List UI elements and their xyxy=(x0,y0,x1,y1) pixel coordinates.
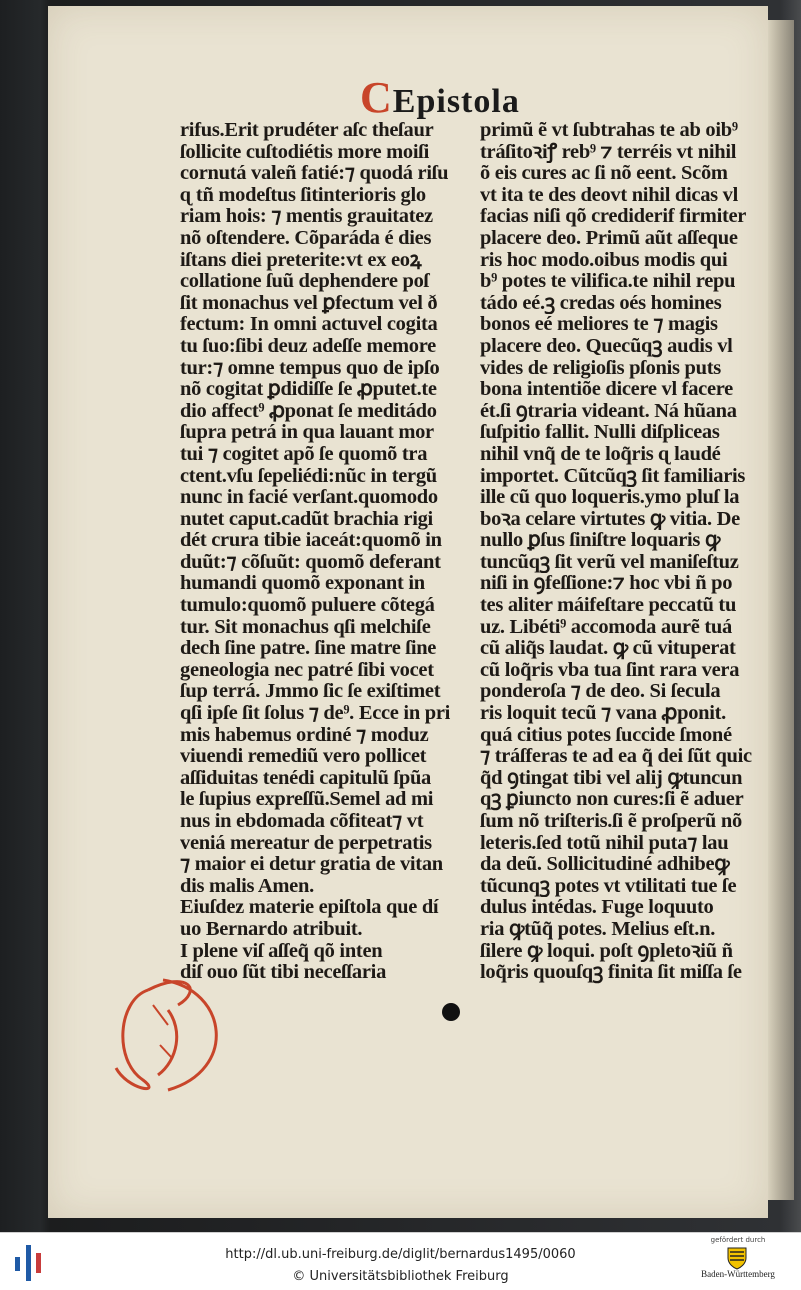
text-line: ſit monachus vel ꝑfectum vel ð xyxy=(180,292,438,314)
coat-of-arms-icon xyxy=(726,1246,748,1270)
text-line: quá citius potes ſuccide ſmoné xyxy=(480,724,732,746)
text-line: iſtans diei preterite:vt ex eoꝝ xyxy=(180,249,422,271)
text-line: ét.ſi ꝯtraria videant. Ná hũana xyxy=(480,400,737,422)
text-line: ſilere ꝙ loqui. poſt ꝯpletoꝛiũ ñ xyxy=(480,940,733,962)
text-line: ris hoc modo.oibus modis qui xyxy=(480,249,728,271)
text-line: tumulo:quomõ puluere cõtegá xyxy=(180,595,435,617)
text-line: tu ſuo:ſibi deuz adeſſe memore xyxy=(180,335,436,357)
text-line: tes aliter máifeſtare peccatũ tu xyxy=(480,595,737,617)
text-line: placere deo. Quecũqꝫ audis vl xyxy=(480,335,733,357)
text-line: cornutá valeñ fatié:⁊ quodá riſu xyxy=(180,163,449,185)
text-line: aſſiduitas tenédi capitulũ ſpũa xyxy=(180,767,432,789)
text-line: facias niſi qõ crediderif firmiter xyxy=(480,206,747,228)
text-line: placere deo. Primũ aũt aſſeque xyxy=(480,227,738,249)
text-line: qſi ipſe ſit ſolus ⁊ de⁹. Ecce in pri xyxy=(180,703,451,725)
text-line: b⁹ potes te vilifica.te nihil repu xyxy=(480,271,736,293)
text-line: ſollicite cuſtodiétis more moiſi xyxy=(180,141,430,163)
text-line: viuendi remediũ vero pollicet xyxy=(180,746,427,768)
text-line: nutet caput.cadũt brachia rigi xyxy=(180,508,433,530)
text-column-right xyxy=(480,120,770,984)
running-header xyxy=(360,72,520,123)
text-line: dulus intédas. Fuge loquuto xyxy=(480,897,714,919)
text-line: ille cũ quo loqueris.ymo pluſ la xyxy=(480,487,740,509)
text-line: niſi in ꝯfeſſione:⁊ hoc vbi ñ po xyxy=(480,573,733,595)
text-line: ctent.vſu ſepeliédi:nũc in tergũ xyxy=(180,465,437,487)
text-line: cũ aliq̃s laudat. ꝙ cũ vituperat xyxy=(480,638,736,660)
text-line: diſ ouo ſũt tibi neceſſaria xyxy=(180,962,387,984)
text-line: ⁊ maior ei detur gratia de vitan xyxy=(180,854,443,876)
text-line: ſum nõ triſteris.ſi ẽ proſperũ nõ xyxy=(480,811,742,832)
header-title: Epistola xyxy=(392,83,520,120)
ink-blot xyxy=(442,1003,460,1021)
text-line: nõ oſtendere. Cõparáda é dies xyxy=(180,227,432,249)
text-line: dech ſine patre. ſine matre ſine xyxy=(180,638,437,660)
text-line: dis malis Amen. xyxy=(180,875,314,897)
text-line: ſupra petrá in qua lauant mor xyxy=(180,422,434,444)
text-line: nullo ꝑſus ſiniſtre loquaris ꝙ xyxy=(480,530,721,552)
text-line: ſuſpitio fallit. Nulli diſpliceas xyxy=(480,422,720,444)
text-line: leteris.ſed totũ nihil puta⁊ lau xyxy=(480,832,729,854)
text-line: dio affect⁹ ꝓponat ſe meditádo xyxy=(180,400,437,422)
text-line: tádo eé.ꝫ credas oés homines xyxy=(480,292,722,314)
text-line: I plene viſ aſſeq̃ qõ inten xyxy=(180,940,383,962)
text-line: qꝫ ꝑiuncto non cures:ſi ẽ aduer xyxy=(480,789,744,811)
text-line: q̃d ꝯtingat tibi vel alij ꝙtuncun xyxy=(480,767,743,789)
text-line: importet. Cũtcũqꝫ ſit familiaris xyxy=(480,465,746,487)
text-line: nihil vnq̃ de te loq̃ris ɋ laudé xyxy=(480,443,721,465)
text-line: nus in ebdomada cõfiteat⁊ vt xyxy=(180,811,424,832)
decorated-initial-red xyxy=(108,950,248,1100)
text-line: nunc in facié verſant.quomodo xyxy=(180,487,438,509)
text-line: ɋ tñ modeſtus ſitinterioris glo xyxy=(180,184,426,206)
text-line: riam hois: ⁊ mentis grauitatez xyxy=(180,206,433,228)
text-line: tur:⁊ omne tempus quo de ipſo xyxy=(180,357,440,379)
text-line: humandi quomõ exponant in xyxy=(180,573,425,595)
copyright-notice: © Universitätsbibliothek Freiburg xyxy=(292,1269,509,1284)
text-line: geneologia nec patré ſibi vocet xyxy=(180,659,434,681)
permalink-url[interactable]: http://dl.ub.uni-freiburg.de/diglit/bernardus1495/0060 xyxy=(225,1247,576,1262)
text-line: da deũ. Sollicitudiné adhibeꝙ xyxy=(480,854,730,876)
text-line: veniá mereatur de perpetratis xyxy=(180,832,432,854)
text-line: bona intentiõe dicere vl facere xyxy=(480,379,733,401)
text-line: ⁊ tráſferas te ad ea q̃ dei ſũt quic xyxy=(480,746,752,768)
text-line: vides de religioſis pſonis puts xyxy=(480,357,721,379)
text-line: primũ ẽ vt ſubtrahas te ab oib⁹ xyxy=(480,120,738,141)
text-line: uo Bernardo atribuit. xyxy=(180,918,363,940)
text-line: mis habemus ordiné ⁊ moduz xyxy=(180,724,429,746)
text-line: õ eis cures ac ſi nõ eent. Scõm xyxy=(480,163,728,185)
header-initial: C xyxy=(360,73,393,122)
text-line: loq̃ris quouſqꝫ finita ſit miſſa ſe xyxy=(480,962,742,984)
text-line: tráſitoꝛiꝭ reb⁹ ⁊ terréis vt nihil xyxy=(480,141,737,163)
text-line: vt ita te des deovt nihil dicas vl xyxy=(480,184,739,206)
text-line: Eiuſdez materie epiſtola que dí xyxy=(180,897,439,919)
text-line: dét crura tibie iaceát:quomõ in xyxy=(180,530,442,552)
text-line: tur. Sit monachus qſi melchiſe xyxy=(180,616,431,638)
text-line: tuncũqꝫ ſit verũ vel maniſeſtuz xyxy=(480,551,739,573)
text-line: ſup terrá. Jmmo ſic ſe exiſtimet xyxy=(180,681,441,703)
text-line: ria ꝙtũq̃ potes. Melius eſt.n. xyxy=(480,918,716,940)
text-line: tui ⁊ cogitet apõ ſe quomõ tra xyxy=(180,443,428,465)
page-stack-edge xyxy=(768,20,794,1200)
viewer-footer xyxy=(0,1232,801,1290)
text-line: duũt:⁊ cõſuũt: quomõ deferant xyxy=(180,551,441,573)
text-line: bonos eé meliores te ⁊ magis xyxy=(480,314,718,336)
text-line: boꝛa celare virtutes ꝙ vitia. De xyxy=(480,508,740,530)
text-line: nõ cogitat ꝑdidiſſe ſe ꝓputet.te xyxy=(180,379,437,401)
text-line: fectum: In omni actuvel cogita xyxy=(180,314,438,336)
text-column-left xyxy=(180,120,470,984)
text-line: uz. Libéti⁹ accomoda aurẽ tuá xyxy=(480,616,732,638)
sponsor-badge xyxy=(692,1236,784,1288)
text-line: rifus.Erit prudéter aſc theſaur xyxy=(180,120,434,141)
text-line: ponderoſa ⁊ de deo. Si ſecula xyxy=(480,681,721,703)
sponsor-caption: gefördert durch xyxy=(710,1236,766,1244)
sponsor-state-name: Baden-Württemberg xyxy=(701,1269,775,1279)
text-line: ris loquit tecũ ⁊ vana ꝓponit. xyxy=(480,703,727,725)
text-line: collatione ſuũ dephendere poſ xyxy=(180,271,429,293)
text-line: tũcunqꝫ potes vt vtilitati tue ſe xyxy=(480,875,737,897)
text-line: le ſupius expreſſũ.Semel ad mi xyxy=(180,789,434,811)
text-line: cũ loq̃ris vba tua ſint rara vera xyxy=(480,659,740,681)
